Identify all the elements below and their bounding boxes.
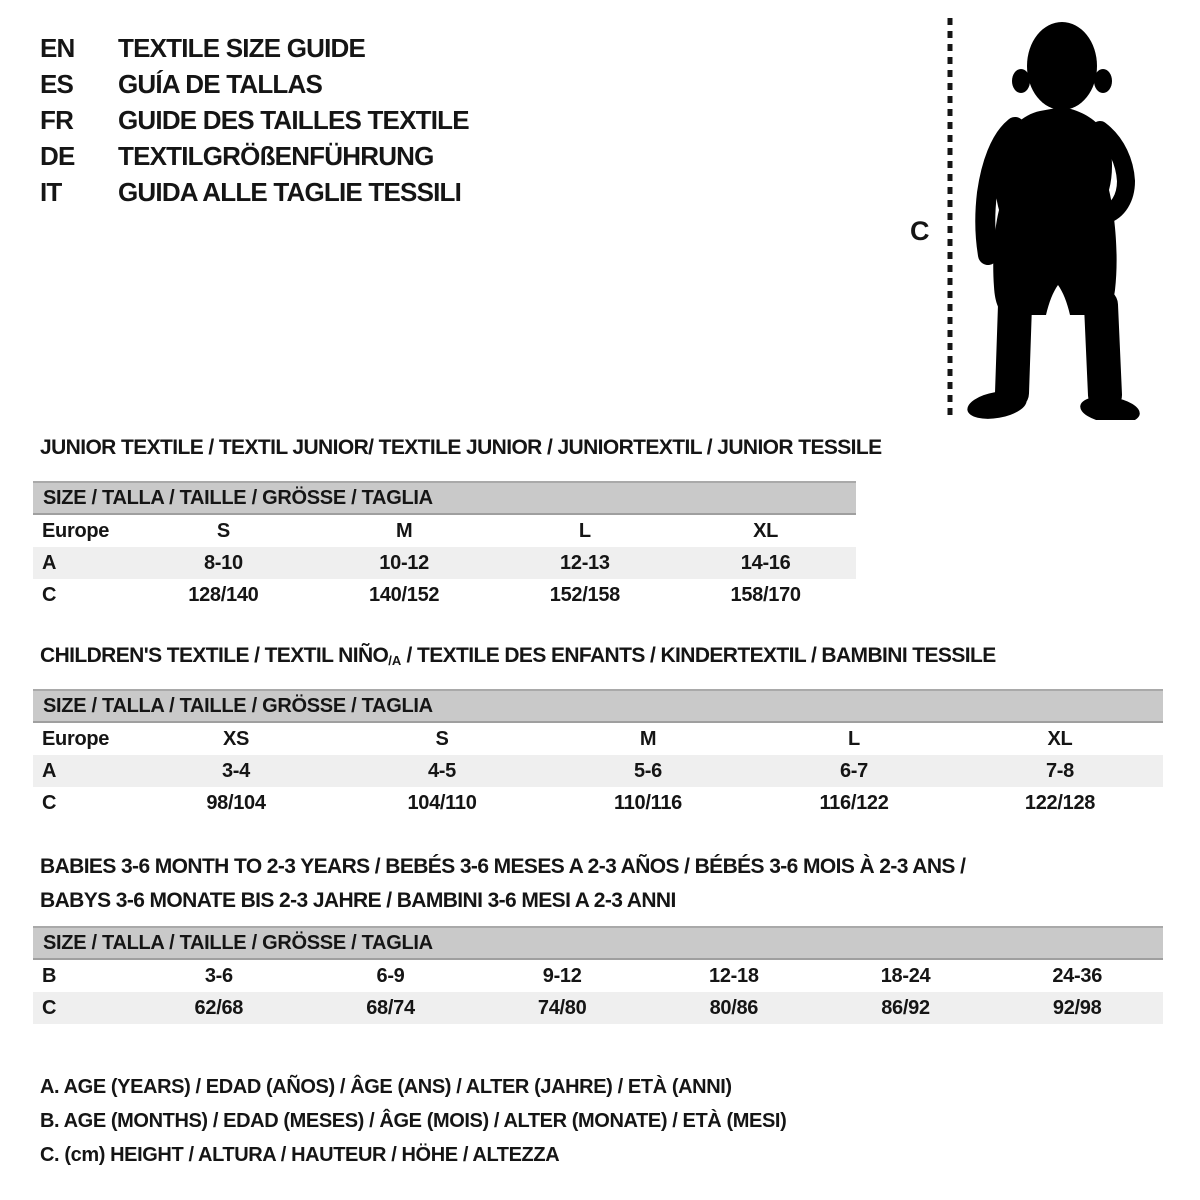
lang-title: GUÍA DE TALLAS: [118, 69, 323, 99]
table-cell: 14-16: [740, 552, 791, 574]
lang-row-fr: [40, 102, 469, 138]
legend-line-a: A. AGE (YEARS) / EDAD (AÑOS) / ÂGE (ANS) / ALTER (JAHRE) / ETÀ (ANNI): [40, 1076, 732, 1098]
table-cell: 4-5: [427, 760, 456, 782]
height-figure: [890, 8, 1170, 428]
junior-table: [33, 481, 856, 611]
table-cell: 128/140: [188, 584, 259, 606]
children-table: [33, 689, 1163, 819]
lang-row-de: [40, 138, 469, 174]
table-cell: 6-9: [376, 965, 405, 987]
table-row: [33, 723, 1163, 755]
table-cell: 140/152: [369, 584, 440, 606]
row-label: C: [42, 997, 57, 1019]
table-cell: 9-12: [542, 965, 582, 987]
row-label: Europe: [42, 520, 110, 542]
lang-code: FR: [40, 105, 74, 135]
row-label: A: [42, 760, 57, 782]
table-cell: 86/92: [881, 997, 930, 1019]
table-cell: 3-4: [221, 760, 250, 782]
table-cell: 18-24: [880, 965, 931, 987]
table-cell: 122/128: [1024, 792, 1096, 814]
table-cell: XL: [1047, 728, 1073, 750]
children-title-pre: CHILDREN'S TEXTILE / TEXTIL NIÑO: [40, 644, 389, 667]
lang-code: EN: [40, 33, 75, 63]
table-cell: 12-13: [560, 552, 610, 574]
row-label: B: [42, 965, 57, 987]
table-cell: S: [216, 520, 230, 542]
measure-label-c: C: [910, 216, 930, 246]
row-label: A: [42, 552, 57, 574]
row-label: Europe: [42, 728, 110, 750]
table-cell: 5-6: [633, 760, 662, 782]
table-cell: 74/80: [537, 997, 587, 1019]
lang-code: ES: [40, 69, 74, 99]
table-cell: 98/104: [206, 792, 266, 814]
row-label: C: [42, 584, 57, 606]
table-row: [33, 992, 1163, 1024]
height-measure-line: [945, 18, 955, 420]
babies-title-line1: BABIES 3-6 MONTH TO 2-3 YEARS / BEBÉS 3-6 MESES A 2-3 AÑOS / BÉBÉS 3-6 MOIS À 2-3 ANS /: [40, 855, 966, 878]
babies-section-title: [40, 850, 965, 918]
table-row: [33, 960, 1163, 992]
table-cell: S: [435, 728, 449, 750]
table-cell: 116/122: [819, 792, 889, 814]
lang-row-en: [40, 30, 469, 66]
babies-title-line2: BABYS 3-6 MONATE BIS 2-3 JAHRE / BAMBINI 3-6 MESI A 2-3 ANNI: [40, 889, 676, 912]
table-cell: 92/98: [1052, 997, 1102, 1019]
table-cell: 104/110: [407, 792, 477, 814]
children-title-sub: /A: [388, 653, 402, 668]
table-cell: 6-7: [839, 760, 868, 782]
lang-title: TEXTILE SIZE GUIDE: [118, 33, 366, 63]
table-cell: 110/116: [614, 792, 682, 814]
lang-row-es: [40, 66, 469, 102]
table-cell: XS: [222, 728, 250, 750]
babies-size-header: SIZE / TALLA / TAILLE / GRÖSSE / TAGLIA: [33, 926, 1163, 960]
lang-code: DE: [40, 141, 75, 171]
children-size-header: SIZE / TALLA / TAILLE / GRÖSSE / TAGLIA: [33, 689, 1163, 723]
table-cell: 68/74: [366, 997, 415, 1019]
table-row: [33, 515, 856, 547]
table-row: [33, 579, 856, 611]
table-cell: 8-10: [203, 552, 243, 574]
babies-table: [33, 926, 1163, 1024]
row-label: C: [42, 792, 57, 814]
table-cell: 80/86: [709, 997, 759, 1019]
table-cell: 62/68: [194, 997, 244, 1019]
lang-title: GUIDA ALLE TAGLIE TESSILI: [118, 177, 462, 207]
table-cell: 24-36: [1052, 965, 1103, 987]
table-cell: M: [639, 728, 657, 750]
table-cell: 12-18: [709, 965, 759, 987]
lang-title: GUIDE DES TAILLES TEXTILE: [118, 105, 469, 135]
legend-line-b: B. AGE (MONTHS) / EDAD (MESES) / ÂGE (MOIS) / ALTER (MONATE) / ETÀ (MESI): [40, 1110, 787, 1132]
junior-section-title: JUNIOR TEXTILE / TEXTIL JUNIOR/ TEXTILE JUNIOR / JUNIORTEXTIL / JUNIOR TESSILE: [40, 436, 882, 459]
table-row: [33, 547, 856, 579]
table-cell: L: [578, 520, 591, 542]
table-row: [33, 755, 1163, 787]
toddler-silhouette-icon: [955, 15, 1150, 420]
table-cell: 152/158: [549, 584, 620, 606]
table-cell: 10-12: [379, 552, 429, 574]
table-cell: 158/170: [730, 584, 801, 606]
table-cell: L: [848, 728, 860, 750]
table-cell: M: [395, 520, 413, 542]
junior-size-header: SIZE / TALLA / TAILLE / GRÖSSE / TAGLIA: [33, 481, 856, 515]
children-section-title: [40, 644, 996, 668]
lang-row-it: [40, 174, 469, 210]
table-cell: 3-6: [204, 965, 233, 987]
table-row: [33, 787, 1163, 819]
lang-code: IT: [40, 177, 62, 207]
language-header: [40, 30, 469, 210]
table-cell: XL: [753, 520, 779, 542]
legend-line-c: C. (cm) HEIGHT / ALTURA / HAUTEUR / HÖHE / ALTEZZA: [40, 1144, 560, 1166]
measurement-legend: [40, 1070, 786, 1172]
lang-title: TEXTILGRÖßENFÜHRUNG: [118, 141, 434, 171]
children-title-post: / TEXTILE DES ENFANTS / KINDERTEXTIL / BAMBINI TESSILE: [401, 644, 996, 667]
table-cell: 7-8: [1045, 760, 1074, 782]
